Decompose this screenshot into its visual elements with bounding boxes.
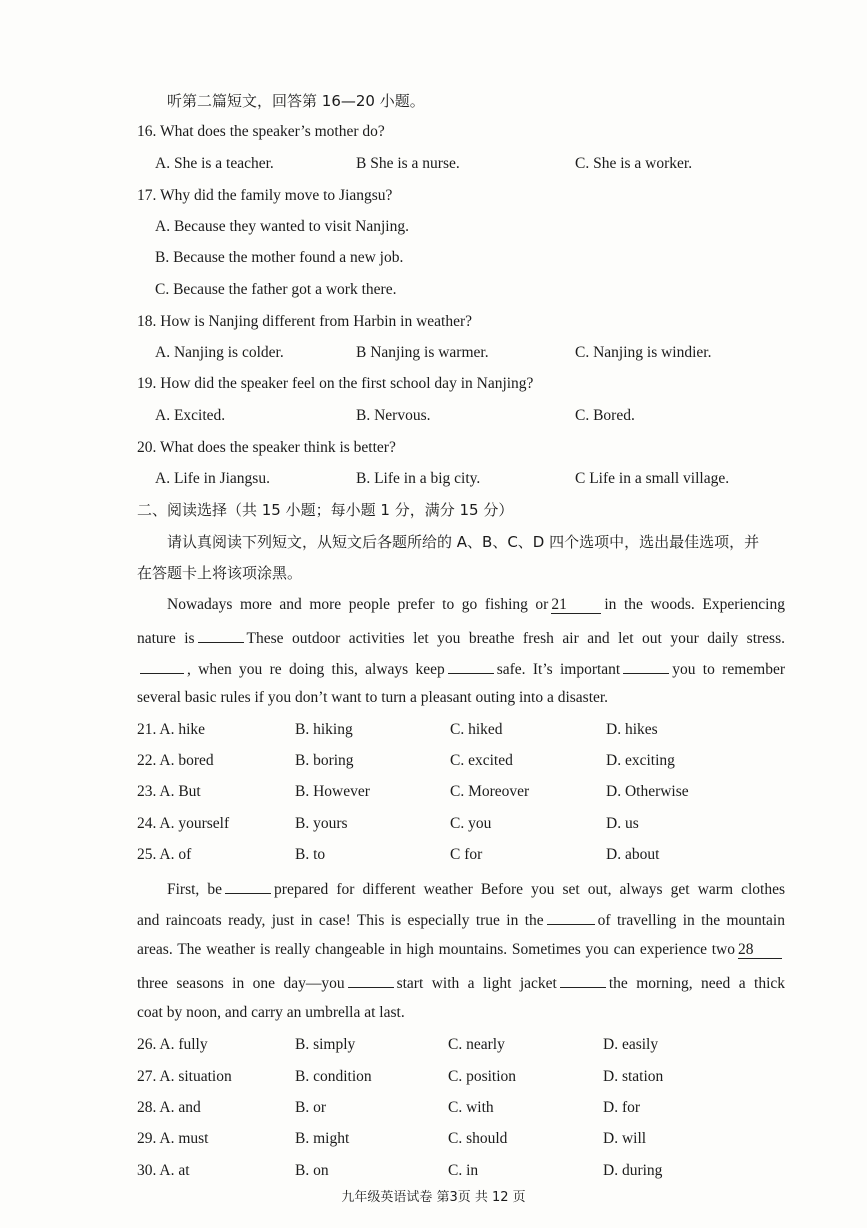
blank-25 [623,656,669,674]
passage-2-line-1-text-a: First, be [167,881,223,898]
passage-1-line-3-text-a: , when you re doing this, always keep [187,661,445,678]
question-17-option-b: B. Because the mother found a new job. [155,249,404,266]
blank-22 [198,625,244,643]
option-25-b: B. to [295,846,326,863]
option-28-a: 28. A. and [137,1099,201,1116]
option-28-d: D. for [603,1099,641,1116]
option-27-d: D. station [603,1068,664,1085]
passage-2-line-2-text-b: of travelling in the mountain [597,912,785,929]
passage-1-line-3-text-b: safe. It’s important [496,661,621,678]
option-27-b: B. condition [295,1068,372,1085]
option-24-c: C. you [450,815,492,832]
passage-1-line-2-text-a: nature is [137,630,195,647]
passage-2-line-2 [137,907,785,932]
question-20-option-a: A. Life in Jiangsu. [155,470,270,487]
option-21-d: D. hikes [606,721,658,738]
option-29-c: C. should [448,1130,508,1147]
option-22-b: B. boring [295,752,354,769]
passage-2-line-1 [167,876,785,901]
blank-29 [348,970,394,988]
question-19-option-a: A. Excited. [155,407,226,424]
option-25-c: C for [450,846,483,863]
option-26-d: D. easily [603,1036,659,1053]
option-25-a: 25. A. of [137,846,192,863]
option-22-c: C. excited [450,752,513,769]
passage-2-line-5: coat by noon, and carry an umbrella at last. [137,1004,405,1021]
option-22-a: 22. A. bored [137,752,214,769]
passage-2-line-4-text-b: start with a light jacket [396,975,557,992]
option-23-b: B. However [295,783,370,800]
option-29-d: D. will [603,1130,647,1147]
question-16-stem: 16. What does the speaker’s mother do? [137,123,385,140]
blank-26 [225,876,271,894]
passage-2-line-2-text-a: and raincoats ready, just in case! This is especially true in the [137,912,544,929]
option-28-c: C. with [448,1099,494,1116]
question-18-option-b: B Nanjing is warmer. [356,344,489,361]
option-30-d: D. during [603,1162,663,1179]
question-16-option-c: C. She is a worker. [575,155,693,172]
passage-1-line-1-text-b: in the woods. Experiencing [604,596,785,613]
option-23-d: D. Otherwise [606,783,689,800]
blank-27 [547,907,595,925]
option-24-a: 24. A. yourself [137,815,230,832]
section-2-instruction-line-1: 请认真阅读下列短文，从短文后各题所给的 A、B、C、D 四个选项中，选出最佳选项，并 [167,533,760,551]
option-29-a: 29. A. must [137,1130,209,1147]
passage-1-line-2-text-b: These outdoor activities let you breathe fresh air and let out your daily stress. [246,630,785,647]
question-20-stem: 20. What does the speaker think is better? [137,439,396,456]
question-20-option-c: C Life in a small village. [575,470,730,487]
option-30-a: 30. A. at [137,1162,190,1179]
option-21-c: C. hiked [450,721,503,738]
option-21-a: 21. A. hike [137,721,206,738]
option-23-a: 23. A. But [137,783,201,800]
blank-21: 21 [551,596,601,614]
option-25-d: D. about [606,846,660,863]
question-18-option-a: A. Nanjing is colder. [155,344,284,361]
passage-1-line-3-text-c: you to remember [672,661,785,678]
option-24-b: B. yours [295,815,348,832]
option-26-a: 26. A. fully [137,1036,208,1053]
option-27-c: C. position [448,1068,517,1085]
passage-2-line-4-text-a: three seasons in one day—you [137,975,345,992]
passage-1-line-1 [167,594,785,616]
passage-1-line-2 [137,625,785,650]
option-22-d: D. exciting [606,752,675,769]
question-17-stem: 17. Why did the family move to Jiangsu? [137,187,393,204]
page-footer: 九年级英语试卷 第3页 共 12 页 [341,1190,526,1205]
option-21-b: B. hiking [295,721,353,738]
passage-2-line-1-text-b: prepared for different weather Before you set out, always get warm clothes [274,881,785,898]
passage-2-line-3-text-a: areas. The weather is really changeable in high mountains. Sometimes you can experience two [137,941,735,958]
option-30-c: C. in [448,1162,479,1179]
blank-23 [140,656,184,674]
option-23-c: C. Moreover [450,783,530,800]
option-24-d: D. us [606,815,639,832]
question-17-option-a: A. Because they wanted to visit Nanjing. [155,218,409,235]
option-27-a: 27. A. situation [137,1068,232,1085]
question-18-stem: 18. How is Nanjing different from Harbin in weather? [137,313,473,330]
option-29-b: B. might [295,1130,350,1147]
passage-1-line-1-text-a: Nowadays more and more people prefer to go fishing or [167,596,549,613]
section-2-heading: 二、阅读选择（共 15 小题；每小题 1 分，满分 15 分） [137,501,514,519]
question-20-option-b: B. Life in a big city. [356,470,481,487]
question-17-option-c: C. Because the father got a work there. [155,281,397,298]
question-16-option-a: A. She is a teacher. [155,155,274,172]
question-16-option-b: B She is a nurse. [356,155,460,172]
passage-1-line-3 [137,656,785,681]
option-28-b: B. or [295,1099,326,1116]
question-19-option-c: C. Bored. [575,407,635,424]
listening-instruction: 听第二篇短文，回答第 16—20 小题。 [167,92,425,110]
passage-2-line-3 [137,939,785,961]
section-2-instruction-line-2: 在答题卡上将该项涂黑。 [137,564,303,582]
question-19-stem: 19. How did the speaker feel on the first school day in Nanjing? [137,375,534,392]
option-30-b: B. on [295,1162,329,1179]
question-19-option-b: B. Nervous. [356,407,431,424]
passage-2-line-4-text-c: the morning, need a thick [608,975,786,992]
passage-2-line-4 [137,970,785,995]
option-26-c: C. nearly [448,1036,505,1053]
question-18-option-c: C. Nanjing is windier. [575,344,712,361]
option-26-b: B. simply [295,1036,356,1053]
blank-24 [448,656,494,674]
blank-30 [560,970,606,988]
passage-1-line-4: several basic rules if you don’t want to turn a pleasant outing into a disaster. [137,689,609,706]
blank-28: 28 [738,941,782,959]
